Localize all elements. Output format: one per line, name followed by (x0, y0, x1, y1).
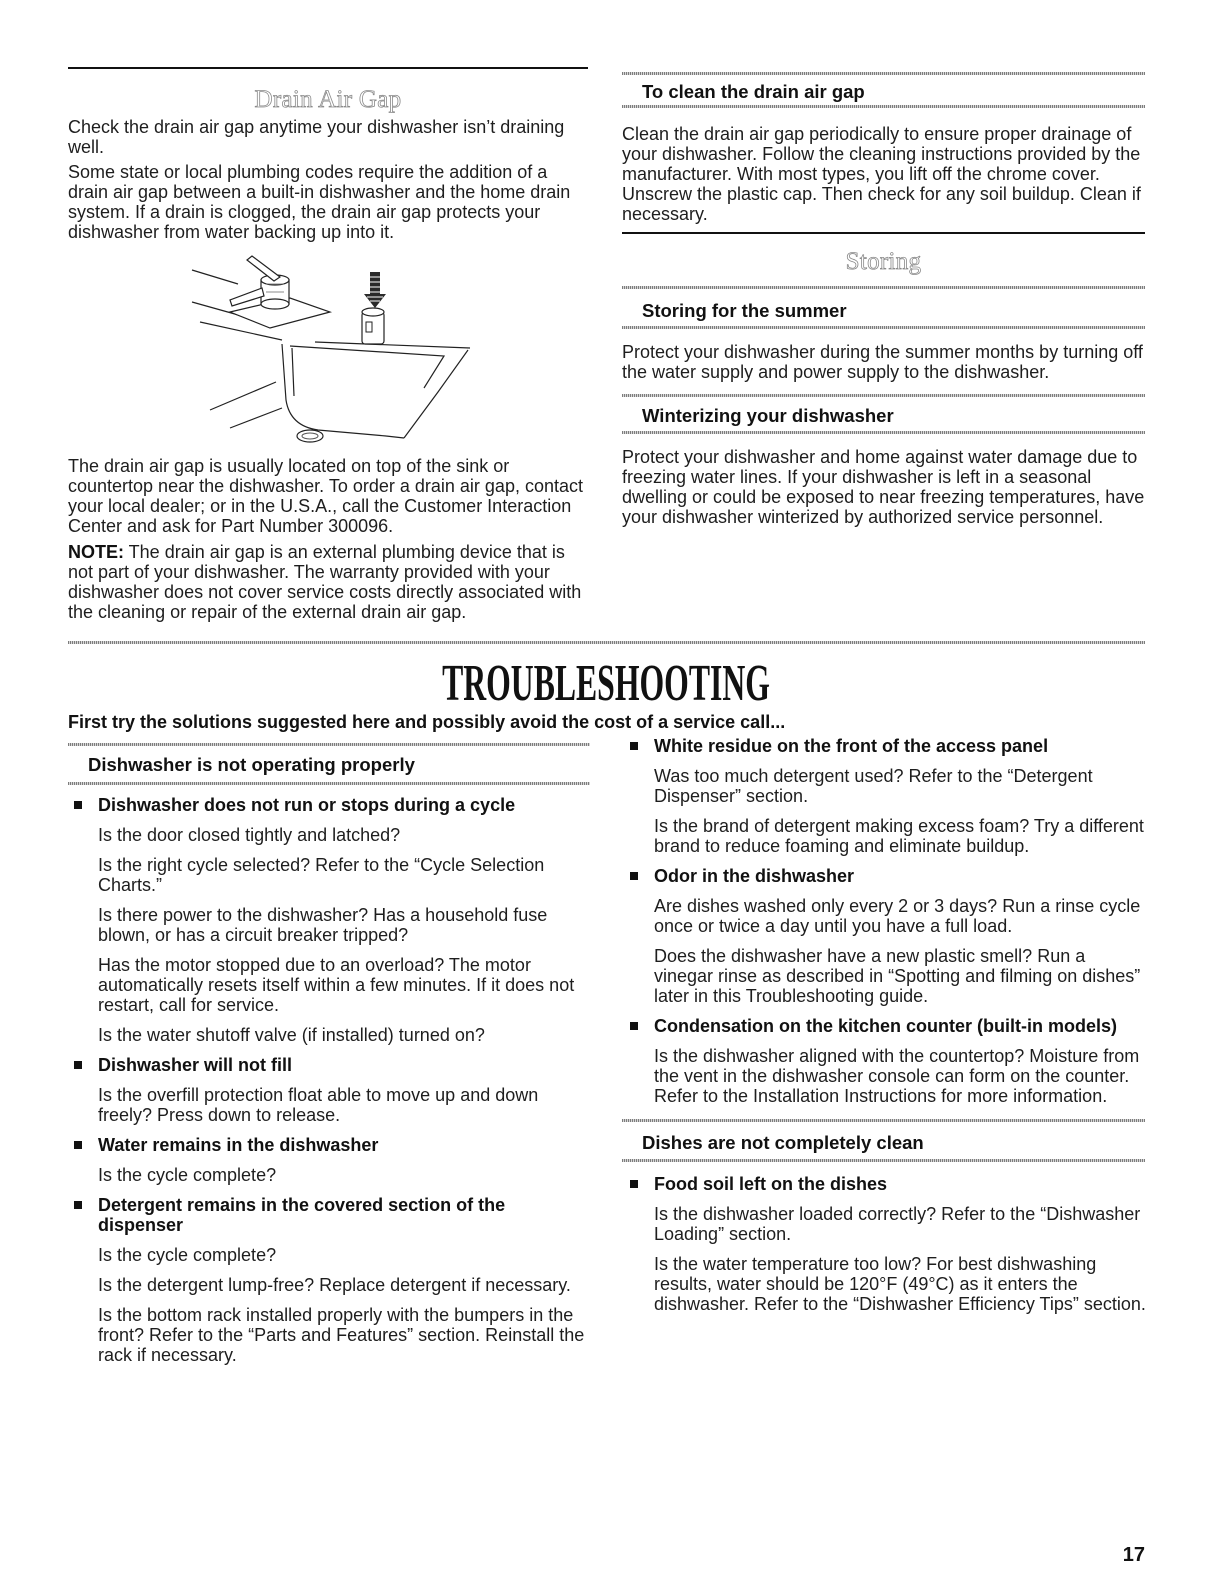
not-operating-list-left (98, 795, 592, 1375)
answer-text: Is the cycle complete? (98, 1245, 277, 1265)
divider (622, 431, 1145, 434)
page-number: 17 (1122, 1544, 1145, 1566)
problem-item (98, 1055, 592, 1125)
answer-text: Is the overfill protection float able to move up and down freely? Press down to release. (98, 1085, 539, 1125)
bullet-icon (630, 1180, 638, 1188)
clean-air-gap-text: Clean the drain air gap periodically to ensure proper drainage of your dishwasher. Follow the cleaning instructions provided by the manufacturer. With most types, you lift off the chrome cover. Unscrew the plastic cap. Then check for any soil buildup. Clean if necessary. (622, 124, 1141, 224)
drain-air-gap-illustration (190, 250, 480, 450)
answer-text: Is the dishwasher aligned with the countertop? Moisture from the vent in the dishwasher console can form on the counter. Refer to the Installation Instructions for more information. (654, 1046, 1140, 1106)
storing-summer-heading: Storing for the summer (642, 300, 847, 321)
problem-title: Dishwasher does not run or stops during a cycle (98, 795, 516, 815)
divider (622, 1119, 1145, 1122)
drain-air-gap-section (68, 86, 592, 242)
divider (622, 326, 1145, 329)
answer-text: Is the dishwasher loaded correctly? Refer to the “Dishwasher Loading” section. (654, 1204, 1141, 1244)
problem-title: Odor in the dishwasher (654, 866, 855, 886)
divider (622, 286, 1145, 289)
full-width-divider (68, 641, 1145, 644)
bullet-icon (74, 1141, 82, 1149)
divider (622, 105, 1145, 108)
storing-rule (622, 232, 1145, 234)
problem-item (654, 736, 1148, 856)
answer-text: Is the cycle complete? (98, 1165, 277, 1185)
storing-title: Storing (845, 248, 922, 275)
answer-text: Does the dishwasher have a new plastic smell? Run a vinegar rinse as described in “Spotting and filming on dishes” later in this Troubleshooting guide. (654, 946, 1141, 1006)
problem-item (98, 795, 592, 1045)
not-operating-list-right (654, 736, 1148, 1116)
troubleshooting-intro: First try the solutions suggested here and possibly avoid the cost of a service call... (68, 712, 786, 732)
troubleshooting-title: TROUBLESHOOTING (442, 655, 770, 712)
problem-title: White residue on the front of the access panel (654, 736, 1049, 756)
answer-text: Is there power to the dishwasher? Has a household fuse blown, or has a circuit breaker tripped? (98, 905, 548, 945)
not-clean-list (654, 1174, 1148, 1324)
divider (68, 782, 590, 785)
answer-text: Has the motor stopped due to an overload? The motor automatically resets itself within a few minutes. If it does not restart, call for service. (98, 955, 575, 1015)
answer-text: Was too much detergent used? Refer to the “Detergent Dispenser” section. (654, 766, 1093, 806)
clean-air-gap-heading: To clean the drain air gap (642, 81, 865, 102)
drain-air-gap-note (68, 542, 592, 622)
problem-title: Condensation on the kitchen counter (built-in models) (654, 1016, 1117, 1036)
bullet-icon (630, 742, 638, 750)
top-left-rule (68, 67, 588, 69)
problem-title: Detergent remains in the covered section of the dispenser (98, 1195, 506, 1235)
bullet-icon (74, 1061, 82, 1069)
drain-air-gap-intro: Check the drain air gap anytime your dishwasher isn’t draining well. (68, 117, 565, 157)
answer-text: Is the water shutoff valve (if installed) turned on? (98, 1025, 485, 1045)
drain-air-gap-location: The drain air gap is usually located on top of the sink or countertop near the dishwasher. To order a drain air gap, contact your local dealer; or in the U.S.A., call the Customer Interaction Center and ask for Part Number 300096. (68, 456, 583, 536)
divider (622, 394, 1145, 397)
bullet-icon (74, 1201, 82, 1209)
not-clean-heading: Dishes are not completely clean (642, 1132, 924, 1153)
note-label: NOTE: (68, 542, 124, 562)
answer-text: Is the brand of detergent making excess foam? Try a different brand to reduce foaming and eliminate buildup. (654, 816, 1144, 856)
answer-text: Is the detergent lump-free? Replace detergent if necessary. (98, 1275, 571, 1295)
storing-summer-text: Protect your dishwasher during the summer months by turning off the water supply and power supply to the dishwasher. (622, 342, 1143, 382)
answer-text: Is the right cycle selected? Refer to the “Cycle Selection Charts.” (98, 855, 545, 895)
answer-text: Is the bottom rack installed properly with the bumpers in the front? Refer to the “Parts and Features” section. Reinstall the rack if necessary. (98, 1305, 585, 1365)
bullet-icon (74, 801, 82, 809)
divider (622, 72, 1145, 75)
air-gap-cylinder (362, 308, 384, 344)
answer-text: Is the water temperature too low? For best dishwashing results, water should be 120°F (49°C) as it enters the dishwasher. Refer to the “Dishwasher Efficiency Tips” section. (654, 1254, 1146, 1314)
drain-air-gap-details (68, 456, 592, 622)
problem-item (98, 1195, 592, 1365)
faucet (230, 256, 330, 328)
answer-text: Are dishes washed only every 2 or 3 days? Run a rinse cycle once or twice a day until you have a full load. (654, 896, 1141, 936)
drain-air-gap-codes: Some state or local plumbing codes require the addition of a drain air gap between a built-in dishwasher and the home drain system. If a drain is clogged, the drain air gap protects your dishwasher from water backing up into it. (68, 162, 571, 242)
problem-title: Dishwasher will not fill (98, 1055, 293, 1075)
storing-winter-text: Protect your dishwasher and home against water damage due to freezing water lines. If your dishwasher is left in a seasonal dwelling or could be exposed to near freezing temperatures, have your dishwasher winterized by authorized service personnel. (622, 447, 1145, 527)
answer-text: Is the door closed tightly and latched? (98, 825, 401, 845)
bullet-icon (630, 872, 638, 880)
bullet-icon (630, 1022, 638, 1030)
problem-title: Food soil left on the dishes (654, 1174, 888, 1194)
not-operating-heading: Dishwasher is not operating properly (88, 754, 415, 775)
problem-item (654, 1174, 1148, 1314)
drain-air-gap-title: Drain Air Gap (254, 86, 402, 113)
problem-item (654, 1016, 1148, 1106)
note-text: The drain air gap is an external plumbing device that is not part of your dishwasher. The warranty provided with your dishwasher does not cover service costs directly associated with the cleaning or repair of the external drain air gap. (68, 542, 582, 622)
problem-item (654, 866, 1148, 1006)
divider (622, 1159, 1145, 1162)
storing-winter-heading: Winterizing your dishwasher (642, 405, 894, 426)
sink-drain (297, 430, 323, 442)
problem-title: Water remains in the dishwasher (98, 1135, 379, 1155)
sink-basin (282, 344, 468, 438)
arrow-down-icon (364, 272, 386, 308)
problem-item (98, 1135, 592, 1185)
divider (68, 743, 590, 746)
